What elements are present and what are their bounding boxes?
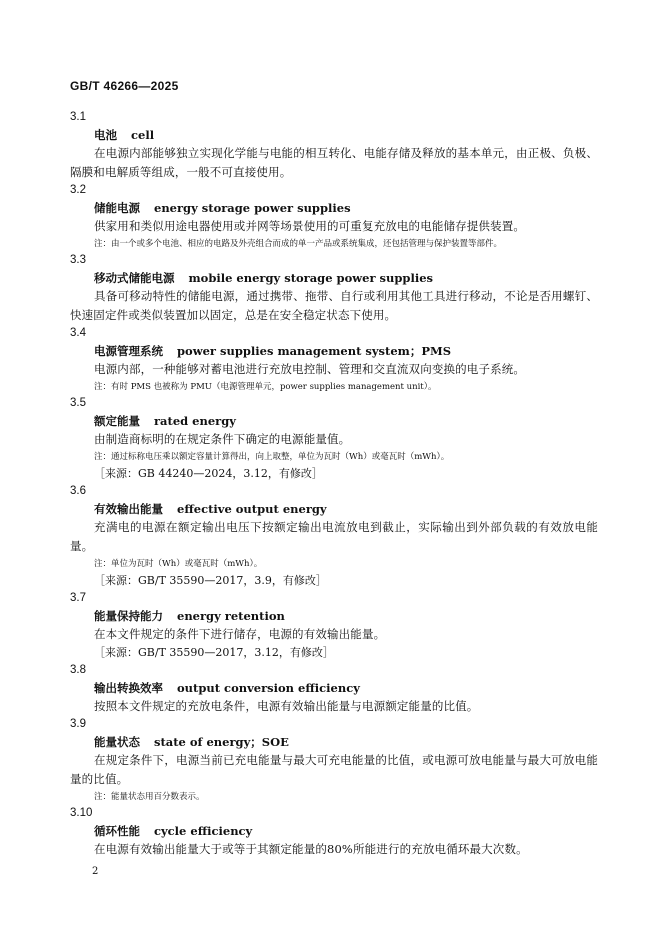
term-note: 注：有时 PMS 也被称为 PMU（电源管理单元，power supplies management unit）。 xyxy=(94,382,437,392)
term-definition: 在本文件规定的条件下进行储存，电源的有效输出能量。 xyxy=(94,627,386,641)
term-definition: 在规定条件下，电源当前已充电能量与最大可充电能量的比值，或电源可放电能量与最大可放电能量的比值。 xyxy=(70,753,598,786)
term-note: 注：由一个或多个电池、相应的电路及外壳组合而成的单一产品或系统集成，还包括管理与保护装置等部件。 xyxy=(94,239,503,249)
clause-number: 3.3 xyxy=(70,254,86,266)
clause-number: 3.9 xyxy=(70,718,86,730)
document-header: GB/T 46266—2025 xyxy=(70,79,179,93)
clause-number: 3.2 xyxy=(70,184,86,196)
term-definition: 电源内部，一种能够对蓄电池进行充放电控制、管理和交直流双向变换的电子系统。 xyxy=(94,362,526,376)
term-title xyxy=(70,679,598,697)
term-zh: 电池 xyxy=(94,128,117,142)
term-title xyxy=(70,126,598,144)
term-entry-3-7 xyxy=(70,590,598,662)
term-en: energy storage power supplies xyxy=(154,201,351,215)
term-definition: 按照本文件规定的充放电条件，电源有效输出能量与电源额定能量的比值。 xyxy=(94,699,479,713)
term-en: effective output energy xyxy=(177,502,327,516)
term-zh: 能量保持能力 xyxy=(94,609,163,623)
term-source: ［来源：GB 44240—2024，3.12，有修改］ xyxy=(94,467,323,480)
term-zh: 能量状态 xyxy=(94,735,140,749)
term-title xyxy=(70,822,598,840)
term-title xyxy=(70,733,598,751)
term-note: 注：单位为瓦时（Wh）或毫瓦时（mWh）。 xyxy=(94,559,263,569)
term-title xyxy=(70,500,598,518)
term-zh: 额定能量 xyxy=(94,414,140,428)
term-zh: 有效输出能量 xyxy=(94,502,163,516)
term-en: power supplies management system；PMS xyxy=(177,344,452,358)
term-title xyxy=(70,607,598,625)
term-definition: 由制造商标明的在规定条件下确定的电源能量值。 xyxy=(94,432,351,446)
term-definition: 供家用和类似用途电器使用或并网等场景使用的可重复充放电的电能储存提供装置。 xyxy=(94,219,526,233)
term-zh: 移动式储能电源 xyxy=(94,271,175,285)
term-title xyxy=(70,412,598,430)
term-entry-3-9 xyxy=(70,716,598,805)
term-zh: 电源管理系统 xyxy=(94,344,163,358)
term-en: state of energy；SOE xyxy=(154,735,289,749)
clause-number: 3.6 xyxy=(70,485,86,497)
term-entry-3-2 xyxy=(70,182,598,252)
term-entry-3-5 xyxy=(70,395,598,483)
term-entry-3-10 xyxy=(70,805,598,859)
term-zh: 循环性能 xyxy=(94,824,140,838)
term-source: ［来源：GB/T 35590—2017，3.12，有修改］ xyxy=(94,646,334,659)
term-en: rated energy xyxy=(154,414,236,428)
page-number: 2 xyxy=(92,866,99,877)
term-definition: 在电源内部能够独立实现化学能与电能的相互转化、电能存储及释放的基本单元，由正极、负极、隔膜和电解质等组成，一般不可直接使用。 xyxy=(70,146,598,179)
term-title xyxy=(70,269,598,287)
term-definition: 具备可移动特性的储能电源，通过携带、拖带、自行或利用其他工具进行移动，不论是否用螺钉、快速固定件或类似装置加以固定，总是在安全稳定状态下使用。 xyxy=(70,289,598,322)
term-definition: 在电源有效输出能量大于或等于其额定能量的80%所能进行的充放电循环最大次数。 xyxy=(94,842,528,856)
terms-list xyxy=(70,109,598,859)
term-en: energy retention xyxy=(177,609,285,623)
term-entry-3-4 xyxy=(70,325,598,395)
clause-number: 3.8 xyxy=(70,664,86,676)
term-zh: 储能电源 xyxy=(94,201,140,215)
clause-number: 3.10 xyxy=(70,807,93,819)
clause-number: 3.4 xyxy=(70,327,86,339)
clause-number: 3.1 xyxy=(70,111,86,123)
term-title xyxy=(70,199,598,217)
term-en: mobile energy storage power supplies xyxy=(188,271,433,285)
term-en: output conversion efficiency xyxy=(177,681,360,695)
term-note: 注：能量状态用百分数表示。 xyxy=(94,792,205,802)
term-entry-3-1 xyxy=(70,109,598,182)
term-entry-3-3 xyxy=(70,252,598,325)
term-entry-3-8 xyxy=(70,662,598,716)
term-title xyxy=(70,342,598,360)
term-en: cell xyxy=(131,128,155,142)
term-en: cycle efficiency xyxy=(154,824,253,838)
term-definition: 充满电的电源在额定输出电压下按额定输出电流放电到截止，实际输出到外部负载的有效放电能量。 xyxy=(70,520,598,553)
term-entry-3-6 xyxy=(70,483,598,590)
clause-number: 3.5 xyxy=(70,397,86,409)
term-source: ［来源：GB/T 35590—2017，3.9，有修改］ xyxy=(94,574,327,587)
clause-number: 3.7 xyxy=(70,592,86,604)
term-zh: 输出转换效率 xyxy=(94,681,163,695)
term-note: 注：通过标称电压乘以额定容量计算得出，向上取整，单位为瓦时（Wh）或毫瓦时（mWh）。 xyxy=(94,452,450,462)
